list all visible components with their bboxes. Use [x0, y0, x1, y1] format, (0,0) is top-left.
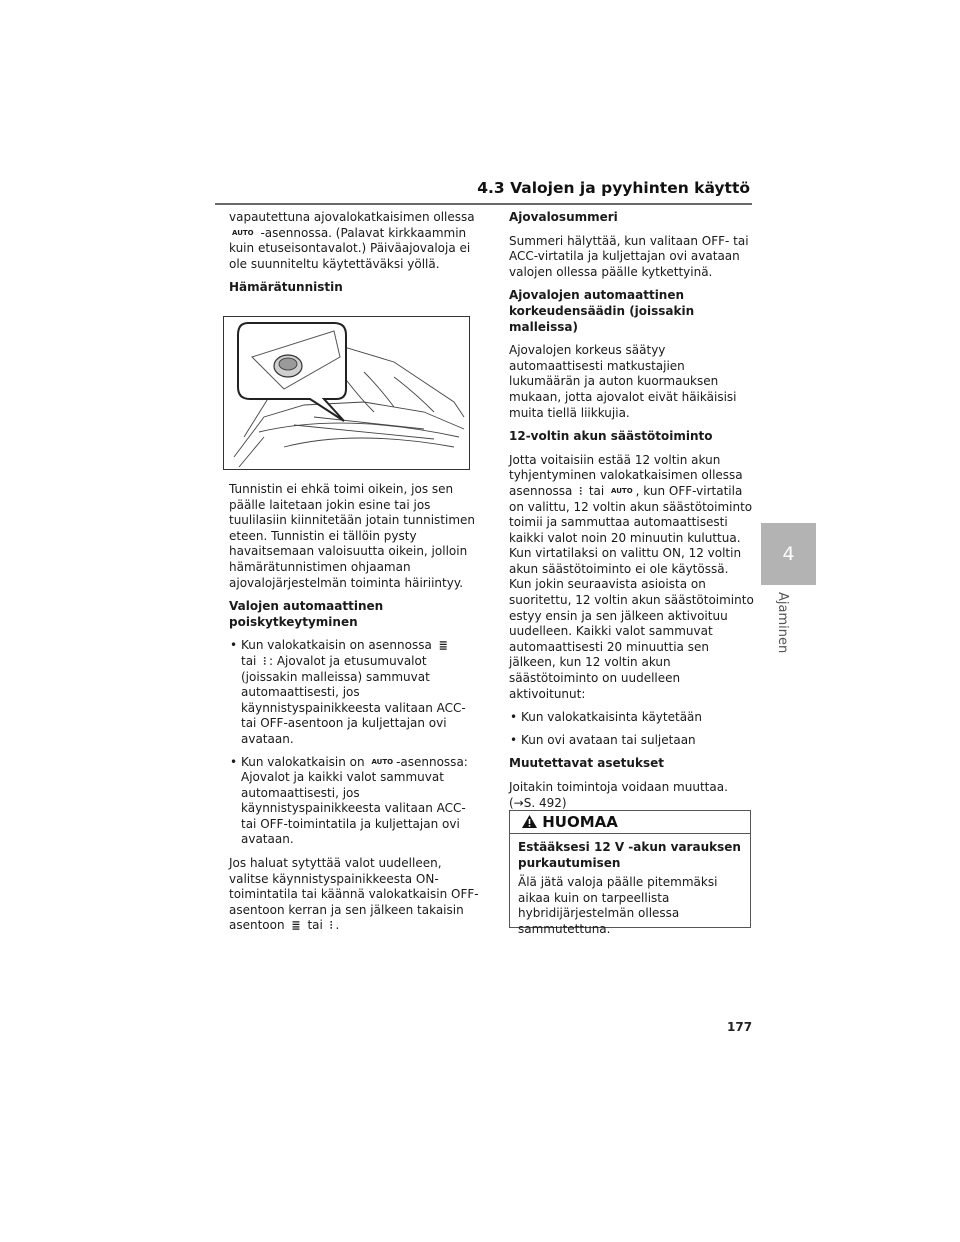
- drl-text-a: vapautettuna ajovalokatkaisimen ollessa: [229, 210, 475, 224]
- notice-text: Älä jätä valoja päälle pitemmäksi aikaa kuin on tarpeellista hybridijärjestelmän ollessa sammutettuna.: [518, 875, 718, 936]
- custom-text: Joitakin toimintoja voidaan muuttaa.: [509, 780, 728, 794]
- warning-icon: [522, 815, 537, 828]
- saver-text-a: Jotta voitaisiin estää 12 voltin akun tyhjentyminen valokatkaisimen ollessa asennossa: [509, 452, 743, 498]
- list-item: • Kun ovi avataan tai suljetaan: [509, 733, 754, 749]
- notice-title: HUOMAA: [542, 813, 618, 831]
- sidelight-icon: ⫶: [263, 654, 266, 668]
- drl-text-b: -asennossa. (Palavat kirkkaammin kuin etuseisontavalot.) Päiväajovaloja ei ole suunniteltu käytettäväksi yöllä.: [229, 225, 471, 271]
- list-item: [229, 755, 479, 849]
- list-item: [229, 638, 479, 747]
- heading-buzzer: Ajovalosummeri: [509, 210, 618, 224]
- bullet2-text-b: -asennossa: Ajovalot ja kaikki valot sammuvat automaattisesti, jos käynnistyspainikkeesta valitaan ACC- tai OFF-toimintatila ja kuljettajan ovi avataan.: [241, 754, 468, 847]
- bullet1-text-b: : Ajovalot ja etusumuvalot (joissakin malleissa) sammuvat automaattisesti, jos käynnistyspainikkeesta valitaan ACC- tai OFF-asentoon ja kuljettajan ovi avataan.: [241, 653, 466, 746]
- leveling-paragraph: Ajovalojen korkeus säätyy automaattisesti matkustajien lukumäärän ja auton kuormauksen mukaan, jotta ajovalot eivät häikäisisi muita tiellä liikkujia.: [509, 343, 737, 420]
- headlight-icon: ≣: [438, 639, 448, 653]
- notice-body: [510, 834, 750, 938]
- auto-icon: AUTO: [232, 228, 254, 237]
- bullet1-tai: tai: [241, 653, 257, 668]
- restart-tai: tai: [307, 918, 323, 933]
- saver-tai: tai: [588, 483, 605, 498]
- sensor-illustration: [223, 316, 470, 470]
- headlight-icon: ≣: [291, 919, 301, 933]
- left-column: [229, 210, 479, 304]
- buzzer-paragraph: Summeri hälyttää, kun valitaan OFF- tai ACC-virtatila ja kuljettajan ovi avataan valojen ollessa päälle kytkettyinä.: [509, 233, 749, 279]
- page-reference-link[interactable]: (→S. 492): [509, 795, 567, 810]
- heading-custom-settings: Muutettavat asetukset: [509, 756, 664, 771]
- auto-icon: AUTO: [371, 757, 394, 766]
- chapter-tab: [761, 523, 816, 585]
- chapter-label: Ajaminen: [775, 592, 790, 654]
- auto-icon: AUTO: [611, 486, 633, 495]
- sidelight-icon: ⫶: [579, 484, 582, 498]
- bullet2-text-a: Kun valokatkaisin on: [241, 754, 365, 769]
- heading-auto-off: Valojen automaattinen poiskytkeytyminen: [229, 599, 384, 629]
- windshield-sensor-drawing: [224, 317, 469, 469]
- header-rule: [215, 203, 752, 205]
- restart-end: .: [335, 918, 340, 933]
- right-column: [509, 210, 754, 819]
- page-number: 177: [727, 1020, 753, 1034]
- sidelight-icon: ⫶: [329, 919, 333, 933]
- auto-off-list: [229, 638, 479, 848]
- heading-leveling: Ajovalojen automaattinen korkeudensäädin (joissakin malleissa): [509, 288, 695, 334]
- left-column-lower: [229, 482, 479, 942]
- restart-paragraph: [229, 856, 479, 934]
- sensor-paragraph: Tunnistin ei ehkä toimi oikein, jos sen päälle laitetaan jokin esine tai jos tuulilasiin kiinnitetään jotain tunnistimen eteen. Tunnistin ei tällöin pysty havaitsemaan valoisuutta oikein, jolloin hämärätunnistimen ohjaaman ajovalojärjestelmän toiminta häiriintyy.: [229, 482, 476, 590]
- heading-battery-saver: 12-voltin akun säästötoiminto: [509, 429, 713, 444]
- notice-subheading: Estääksesi 12 V -akun varauksen purkautumisen: [518, 840, 741, 870]
- drl-paragraph: [229, 210, 479, 272]
- bullet1-text-a: Kun valokatkaisin on asennossa: [241, 638, 432, 653]
- custom-settings-paragraph: [509, 780, 754, 811]
- battery-saver-paragraph: [509, 453, 754, 703]
- heading-sensor: Hämärätunnistin: [229, 280, 343, 295]
- restart-text-a: Jos haluat sytyttää valot uudelleen, valitse käynnistyspainikkeesta ON-toimintatila tai käännä valokatkaisin OFF-asentoon kerran ja sen jälkeen takaisin asentoon: [229, 856, 479, 933]
- chapter-number: 4: [782, 543, 795, 565]
- saver-text-b: , kun OFF-virtatila on valittu, 12 voltin akun säästötoiminto toimii ja sammuttaa automaattisesti kaikki valot noin 20 minuutin kuluttua. Kun virtatilaksi on valittu ON, 12 voltin akun säästötoiminto ei ole käytössä. Kun jokin seuraavista asioista on suoritettu, 12 voltin akun säästötoiminto estyy ensin ja sen jälkeen aktivoituu uudelleen. Kaikki valot sammuvat automaattisesti 20 minuuttia sen jälkeen, kun 12 voltin akun säästötoiminto on uudelleen aktivoitunut:: [509, 483, 754, 701]
- section-title: 4.3 Valojen ja pyyhinten käyttö: [477, 179, 750, 197]
- notice-box: [509, 810, 751, 936]
- notice-header: [510, 811, 750, 834]
- list-item: • Kun valokatkaisinta käytetään: [509, 710, 754, 726]
- battery-saver-list: [509, 710, 754, 748]
